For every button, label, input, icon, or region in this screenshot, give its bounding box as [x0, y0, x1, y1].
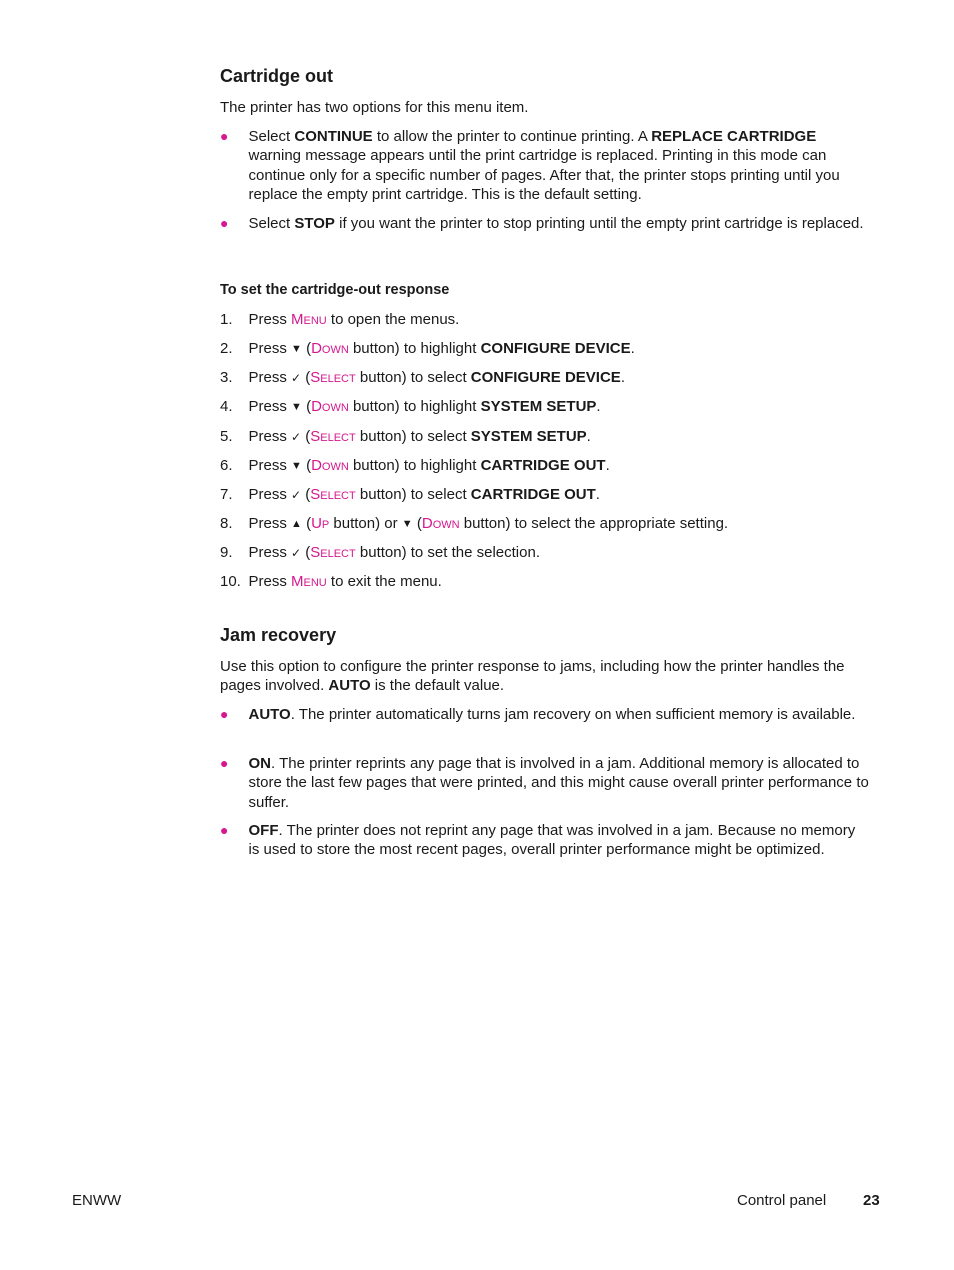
menu-key-label: Menu	[291, 311, 327, 328]
step-item: 7. Press ✓ (Select button) to select CARTRIDGE OUT.	[220, 485, 880, 505]
bullet-text: OFF. The printer does not reprint any page that was involved in a jam. Because no memory is used to store the most recent pages, overall printer performance might be optimized.	[248, 822, 856, 859]
footer-section-title: Control panel	[737, 1192, 827, 1209]
step-item: 3. Press ✓ (Select button) to select CONFIGURE DEVICE.	[220, 368, 880, 388]
intro-paragraph: Use this option to configure the printer response to jams, including how the printer handles the pages involved. AUTO is the default value.	[220, 658, 845, 695]
down-key-label: Down	[311, 340, 349, 357]
down-key-label: Down	[421, 515, 460, 532]
down-key-label: Down	[311, 398, 349, 415]
section-heading-jam-recovery: Jam recovery	[220, 625, 337, 645]
intro-paragraph: The printer has two options for this menu item.	[220, 99, 529, 116]
select-key-label: Select	[310, 369, 356, 386]
step-item: 1. Press Menu to open the menus.	[220, 311, 460, 328]
select-key-label: Select	[310, 486, 356, 503]
list-item	[220, 127, 870, 204]
step-item: 2. Press ▼ (Down button) to highlight CONFIGURE DEVICE.	[220, 339, 880, 359]
footer-left-label: ENWW	[72, 1192, 122, 1209]
bullet-dot-icon: ●	[220, 755, 229, 771]
bullet-dot-icon: ●	[220, 706, 229, 722]
checkmark-icon: ✓	[291, 371, 302, 385]
bullet-text: ON. The printer reprints any page that is involved in a jam. Additional memory is allocated to store the last few pages that were printed, and this might cause overall printer performance to suffer.	[248, 755, 869, 811]
menu-key-label: Menu	[291, 573, 327, 590]
up-key-label: Up	[311, 515, 330, 532]
step-item: 5. Press ✓ (Select button) to select SYSTEM SETUP.	[220, 427, 880, 447]
bullet-text: Select STOP if you want the printer to stop printing until the empty print cartridge is replaced.	[248, 215, 864, 232]
bullet-text: Select CONTINUE to allow the printer to continue printing. A REPLACE CARTRIDGE warning message appears until the print cartridge is replaced. Printing in this mode can continue only for a specific number of pages. After that, the printer stops printing until you replace the empty print cartridge. This is the default setting.	[248, 128, 840, 203]
procedure-heading: To set the cartridge-out response	[220, 282, 450, 298]
checkmark-icon: ✓	[291, 488, 302, 502]
down-arrow-icon: ▼	[291, 343, 302, 355]
select-key-label: Select	[310, 428, 356, 445]
down-arrow-icon: ▼	[291, 401, 302, 413]
step-item: 6. Press ▼ (Down button) to highlight CARTRIDGE OUT.	[220, 456, 880, 476]
down-arrow-icon: ▼	[401, 518, 413, 530]
step-item: 8. Press ▲ (Up button) or ▼ (Down button) to select the appropriate setting.	[220, 514, 880, 534]
bullet-dot-icon: ●	[220, 215, 229, 231]
select-key-label: Select	[310, 544, 356, 561]
bullet-dot-icon: ●	[220, 822, 229, 838]
step-item: 9. Press ✓ (Select button) to set the selection.	[220, 543, 880, 563]
list-item	[220, 705, 870, 724]
page-number: 23	[863, 1192, 880, 1209]
bullet-text: AUTO. The printer automatically turns jam recovery on when sufficient memory is available.	[248, 706, 856, 723]
list-item	[220, 214, 870, 233]
checkmark-icon: ✓	[291, 546, 302, 560]
section-heading-cartridge-out: Cartridge out	[220, 66, 334, 86]
step-item: 4. Press ▼ (Down button) to highlight SYSTEM SETUP.	[220, 397, 880, 417]
list-item	[220, 821, 870, 860]
down-arrow-icon: ▼	[291, 460, 302, 472]
list-item	[220, 754, 870, 812]
step-item: 10. Press Menu to exit the menu.	[220, 573, 442, 590]
bullet-dot-icon: ●	[220, 128, 229, 144]
checkmark-icon: ✓	[291, 430, 302, 444]
up-arrow-icon: ▲	[291, 518, 302, 530]
down-key-label: Down	[311, 457, 349, 474]
